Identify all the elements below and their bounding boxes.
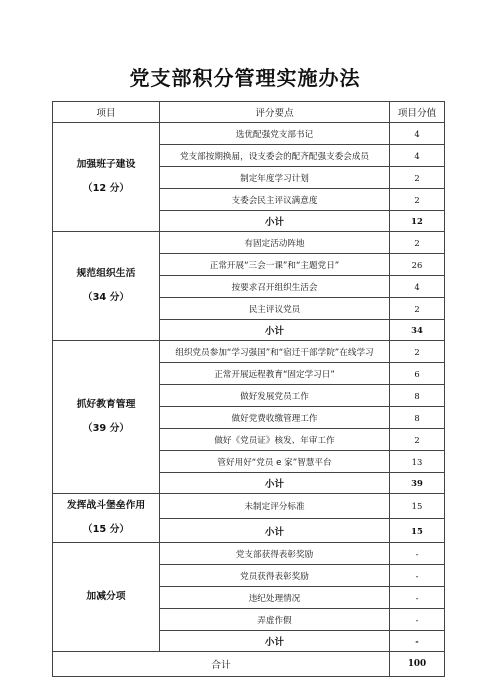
criteria-cell: 违纪处理情况: [160, 587, 390, 609]
category-points: （34 分）: [82, 292, 130, 303]
category-cell: [53, 123, 160, 232]
table-row: [53, 123, 445, 145]
criteria-cell: 做好发展党员工作: [160, 385, 390, 407]
score-cell: 15: [390, 494, 445, 519]
table-row: [53, 494, 445, 519]
header-category: 项目: [53, 102, 160, 123]
criteria-cell: 正常开展远程教育“固定学习日”: [160, 363, 390, 385]
score-cell: -: [390, 543, 445, 565]
score-cell: 2: [390, 429, 445, 451]
category-points: （12 分）: [82, 183, 130, 194]
score-cell: 8: [390, 407, 445, 429]
subtotal-label: 小计: [160, 631, 390, 652]
category-name: 规范组织生活: [76, 268, 136, 279]
score-table: [52, 101, 445, 677]
category-name: 加强班子建设: [76, 159, 136, 170]
category-cell: [53, 341, 160, 494]
subtotal-label: 小计: [160, 320, 390, 341]
criteria-cell: 做好党费收缴管理工作: [160, 407, 390, 429]
subtotal-label: 小计: [160, 519, 390, 543]
criteria-cell: 有固定活动阵地: [160, 232, 390, 254]
criteria-cell: 党员获得表彰奖励: [160, 565, 390, 587]
category-name: 加减分项: [86, 591, 126, 602]
subtotal-label: 小计: [160, 211, 390, 232]
header-score: 项目分值: [390, 102, 445, 123]
criteria-cell: 弄虚作假: [160, 609, 390, 631]
score-cell: 2: [390, 341, 445, 363]
category-points: （39 分）: [82, 423, 130, 434]
subtotal-value: 12: [390, 211, 445, 232]
score-cell: 26: [390, 254, 445, 276]
subtotal-value: 34: [390, 320, 445, 341]
criteria-cell: 按要求召开组织生活会: [160, 276, 390, 298]
score-cell: 2: [390, 232, 445, 254]
subtotal-value: 39: [390, 473, 445, 494]
criteria-cell: 党支部获得表彰奖励: [160, 543, 390, 565]
total-row: [53, 652, 445, 677]
criteria-cell: 支委会民主评议满意度: [160, 189, 390, 211]
header-criteria: 评分要点: [160, 102, 390, 123]
score-cell: 2: [390, 167, 445, 189]
score-cell: 4: [390, 123, 445, 145]
table-row: [53, 232, 445, 254]
score-cell: -: [390, 587, 445, 609]
score-cell: 2: [390, 189, 445, 211]
subtotal-value: -: [390, 631, 445, 652]
total-value: 100: [390, 652, 445, 677]
criteria-cell: 制定年度学习计划: [160, 167, 390, 189]
table-row: [53, 543, 445, 565]
criteria-cell: 做好《党员证》核发、年审工作: [160, 429, 390, 451]
criteria-cell: 党支部按期换届，设支委会的配齐配强支委会成员: [160, 145, 390, 167]
criteria-cell: 民主评议党员: [160, 298, 390, 320]
criteria-cell: 未制定评分标准: [160, 494, 390, 519]
criteria-cell: 正常开展“三会一课”和“主题党日”: [160, 254, 390, 276]
table-row: [53, 341, 445, 363]
criteria-cell: 管好用好“党员 e 家”智慧平台: [160, 451, 390, 473]
criteria-cell: 组织党员参加“学习强国”和“宿迁干部学院”在线学习: [160, 341, 390, 363]
subtotal-label: 小计: [160, 473, 390, 494]
score-cell: 8: [390, 385, 445, 407]
category-cell: [53, 543, 160, 652]
score-cell: 6: [390, 363, 445, 385]
score-cell: 13: [390, 451, 445, 473]
page-title: 党支部积分管理实施办法: [129, 66, 361, 90]
category-cell: [53, 494, 160, 543]
score-cell: -: [390, 609, 445, 631]
score-cell: -: [390, 565, 445, 587]
score-cell: 2: [390, 298, 445, 320]
total-label: 合计: [53, 652, 390, 677]
criteria-cell: 选优配强党支部书记: [160, 123, 390, 145]
header-row: [53, 102, 445, 123]
category-name: 发挥战斗堡垒作用: [66, 500, 146, 511]
category-points: （15 分）: [82, 524, 130, 535]
category-cell: [53, 232, 160, 341]
subtotal-value: 15: [390, 519, 445, 543]
score-cell: 4: [390, 145, 445, 167]
score-cell: 4: [390, 276, 445, 298]
category-name: 抓好教育管理: [76, 399, 136, 410]
